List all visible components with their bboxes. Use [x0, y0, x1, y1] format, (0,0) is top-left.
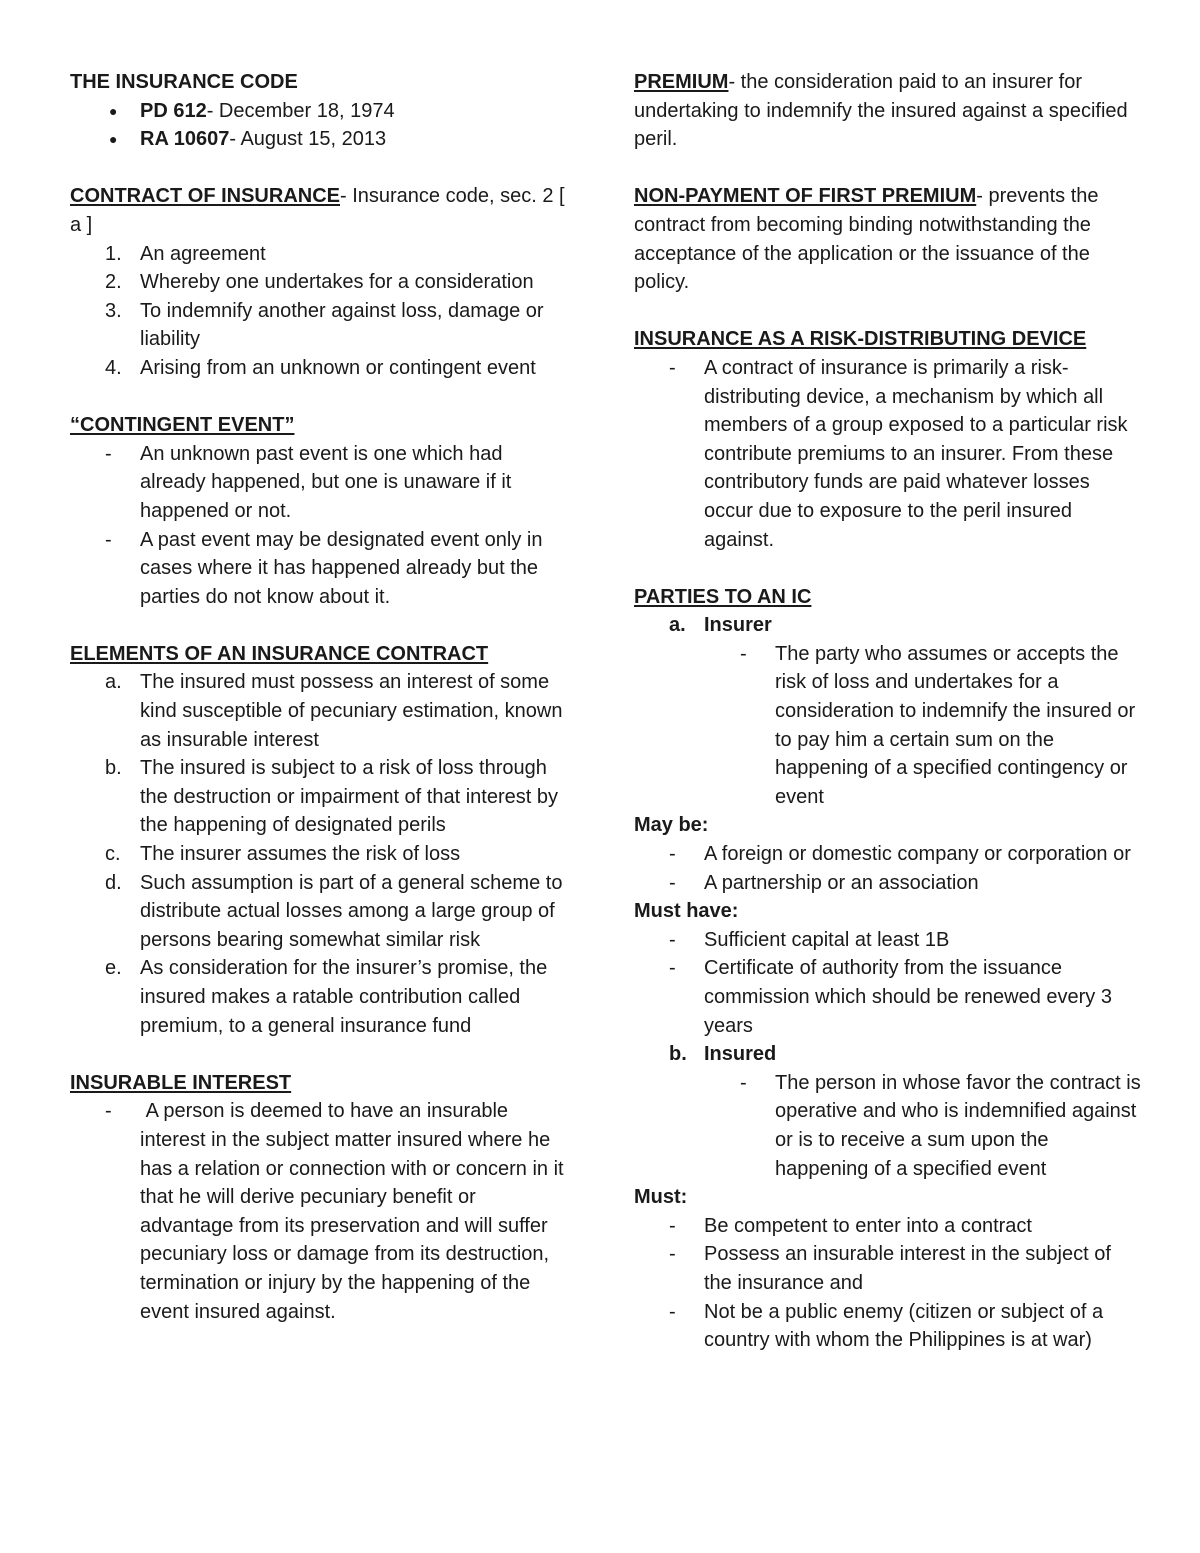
list-marker: a. — [105, 671, 122, 694]
list-marker: 4. — [105, 356, 122, 379]
section-heading: INSURABLE INTEREST — [70, 1071, 292, 1094]
list-marker: - — [669, 957, 676, 980]
list-text: The party who assumes or accepts the risk of loss and undertakes for a consideration to indemnify the insured or to pay him a certain sum on the happening of a specified contingency or event — [775, 642, 1136, 808]
list-marker: - — [669, 928, 676, 951]
list-item — [70, 954, 570, 1040]
code-name: PD 612 — [140, 99, 207, 122]
list-marker: b. — [669, 1043, 687, 1066]
list-text: Whereby one undertakes for a consideration — [140, 271, 534, 294]
doc-title: THE INSURANCE CODE — [70, 71, 298, 93]
section-inline-text: - prevents the contract from becoming binding notwithstanding the acceptance of the application or the issuance of the policy. — [634, 185, 1099, 294]
premium-paragraph — [634, 68, 1144, 154]
section-heading: PARTIES TO AN IC — [634, 585, 812, 608]
code-date: - December 18, 1974 — [206, 99, 395, 122]
sub-label: Must: — [634, 1186, 688, 1209]
list-item — [70, 268, 570, 297]
list-text: A partnership or an association — [704, 871, 979, 894]
list-marker: a. — [669, 614, 686, 637]
list-item — [634, 1069, 1144, 1183]
party-insured — [634, 1040, 1144, 1069]
list-text: Such assumption is part of a general scheme to distribute actual losses among a large group of persons bearing somewhat similar risk — [140, 871, 563, 951]
list-item — [634, 869, 1144, 898]
left-column — [70, 68, 570, 1326]
section-heading: ELEMENTS OF AN INSURANCE CONTRACT — [70, 642, 489, 665]
list-item — [70, 840, 570, 869]
list-marker: 2. — [105, 271, 122, 294]
list-item — [70, 440, 570, 526]
list-text: Possess an insurable interest in the subject of the insurance and — [704, 1243, 1111, 1294]
list-text: Sufficient capital at least 1B — [704, 928, 950, 951]
list-text: Be competent to enter into a contract — [704, 1214, 1032, 1237]
list-item — [70, 869, 570, 955]
list-item — [634, 1212, 1144, 1241]
list-marker: - — [669, 843, 676, 866]
party-label: Insurer — [704, 614, 772, 637]
list-item — [70, 1097, 570, 1326]
list-text: The insured must possess an interest of some kind susceptible of pecuniary estimation, known as insurable interest — [140, 671, 563, 751]
list-item — [70, 125, 570, 154]
list-marker: - — [105, 528, 112, 551]
list-item — [70, 754, 570, 840]
list-item — [634, 840, 1144, 869]
list-text: A person is deemed to have an insurable interest in the subject matter insured where he has a relation or connection with or concern in it that he will derive pecuniary benefit or advantage from its preservation and will suffer pecuniary loss or damage from its destruction, termination or injury by the happening of the event insured against. — [140, 1100, 570, 1323]
code-date: - August 15, 2013 — [229, 128, 387, 151]
bullet-icon: ● — [109, 131, 118, 148]
list-item — [70, 668, 570, 754]
sub-label: May be: — [634, 814, 709, 837]
nonpayment-paragraph — [634, 182, 1144, 296]
list-item — [70, 354, 570, 383]
list-marker: 1. — [105, 242, 122, 265]
list-text: Not be a public enemy (citizen or subject of a country with whom the Philippines is at war) — [704, 1300, 1104, 1352]
list-marker: c. — [105, 843, 121, 866]
list-text: To indemnify another against loss, damage or liability — [140, 299, 544, 351]
right-column — [634, 68, 1144, 1355]
bullet-icon: ● — [109, 102, 118, 119]
list-text: A foreign or domestic company or corporation or — [704, 843, 1131, 866]
list-item — [634, 1240, 1144, 1297]
list-text: Certificate of authority from the issuance commission which should be renewed every 3 years — [704, 957, 1112, 1037]
list-item — [634, 1298, 1144, 1355]
party-insurer — [634, 611, 1144, 640]
list-item — [634, 926, 1144, 955]
list-marker: e. — [105, 957, 122, 980]
section-heading: INSURANCE AS A RISK-DISTRIBUTING DEVICE — [634, 328, 1087, 351]
list-text: An unknown past event is one which had already happened, but one is unaware if it happened or not. — [140, 442, 512, 522]
list-text: An agreement — [140, 242, 266, 265]
section-heading: NON-PAYMENT OF FIRST PREMIUM — [634, 185, 977, 208]
section-inline-text: - Insurance code, sec. 2 [ a ] — [70, 185, 565, 236]
sub-label: Must have: — [634, 900, 739, 923]
list-item — [70, 240, 570, 269]
list-item — [634, 640, 1144, 812]
list-marker: - — [669, 356, 676, 379]
list-item — [70, 97, 570, 126]
list-marker: - — [740, 1071, 747, 1094]
code-name: RA 10607 — [140, 128, 230, 151]
list-marker: - — [669, 871, 676, 894]
list-item — [634, 954, 1144, 1040]
party-label: Insured — [704, 1043, 777, 1066]
list-item — [634, 354, 1144, 554]
list-text: Arising from an unknown or contingent event — [140, 356, 536, 379]
list-text: The insurer assumes the risk of loss — [140, 843, 461, 866]
list-marker: - — [669, 1214, 676, 1237]
list-marker: - — [740, 642, 747, 665]
section-heading: PREMIUM — [634, 71, 729, 93]
section-heading: CONTRACT OF INSURANCE — [70, 185, 340, 208]
contract-paragraph — [70, 182, 570, 239]
section-heading: “CONTINGENT EVENT” — [70, 414, 295, 437]
list-item — [70, 526, 570, 612]
list-text: As consideration for the insurer’s promise, the insured makes a ratable contribution called premium, to a general insurance fund — [140, 957, 548, 1037]
list-marker: 3. — [105, 299, 122, 322]
section-inline-text: - the consideration paid to an insurer for undertaking to indemnify the insured against a specified peril. — [634, 71, 1128, 151]
list-marker: - — [105, 1100, 112, 1123]
list-marker: d. — [105, 871, 122, 894]
list-marker: - — [105, 442, 112, 465]
list-item — [70, 297, 570, 354]
list-marker: b. — [105, 757, 122, 780]
list-text: The insured is subject to a risk of loss through the destruction or impairment of that interest by the happening of designated perils — [140, 757, 558, 837]
list-marker: - — [669, 1300, 676, 1323]
list-marker: - — [669, 1243, 676, 1266]
list-text: A past event may be designated event only in cases where it has happened already but the parties do not know about it. — [140, 528, 543, 608]
list-text: A contract of insurance is primarily a risk-distributing device, a mechanism by which all members of a group exposed to a particular risk contribute premiums to an insurer. From these contributory funds are paid whatever losses occur due to exposure to the peril insured against. — [704, 356, 1128, 551]
list-text: The person in whose favor the contract is operative and who is indemnified against or is to receive a sum upon the happening of a specified event — [775, 1071, 1141, 1180]
